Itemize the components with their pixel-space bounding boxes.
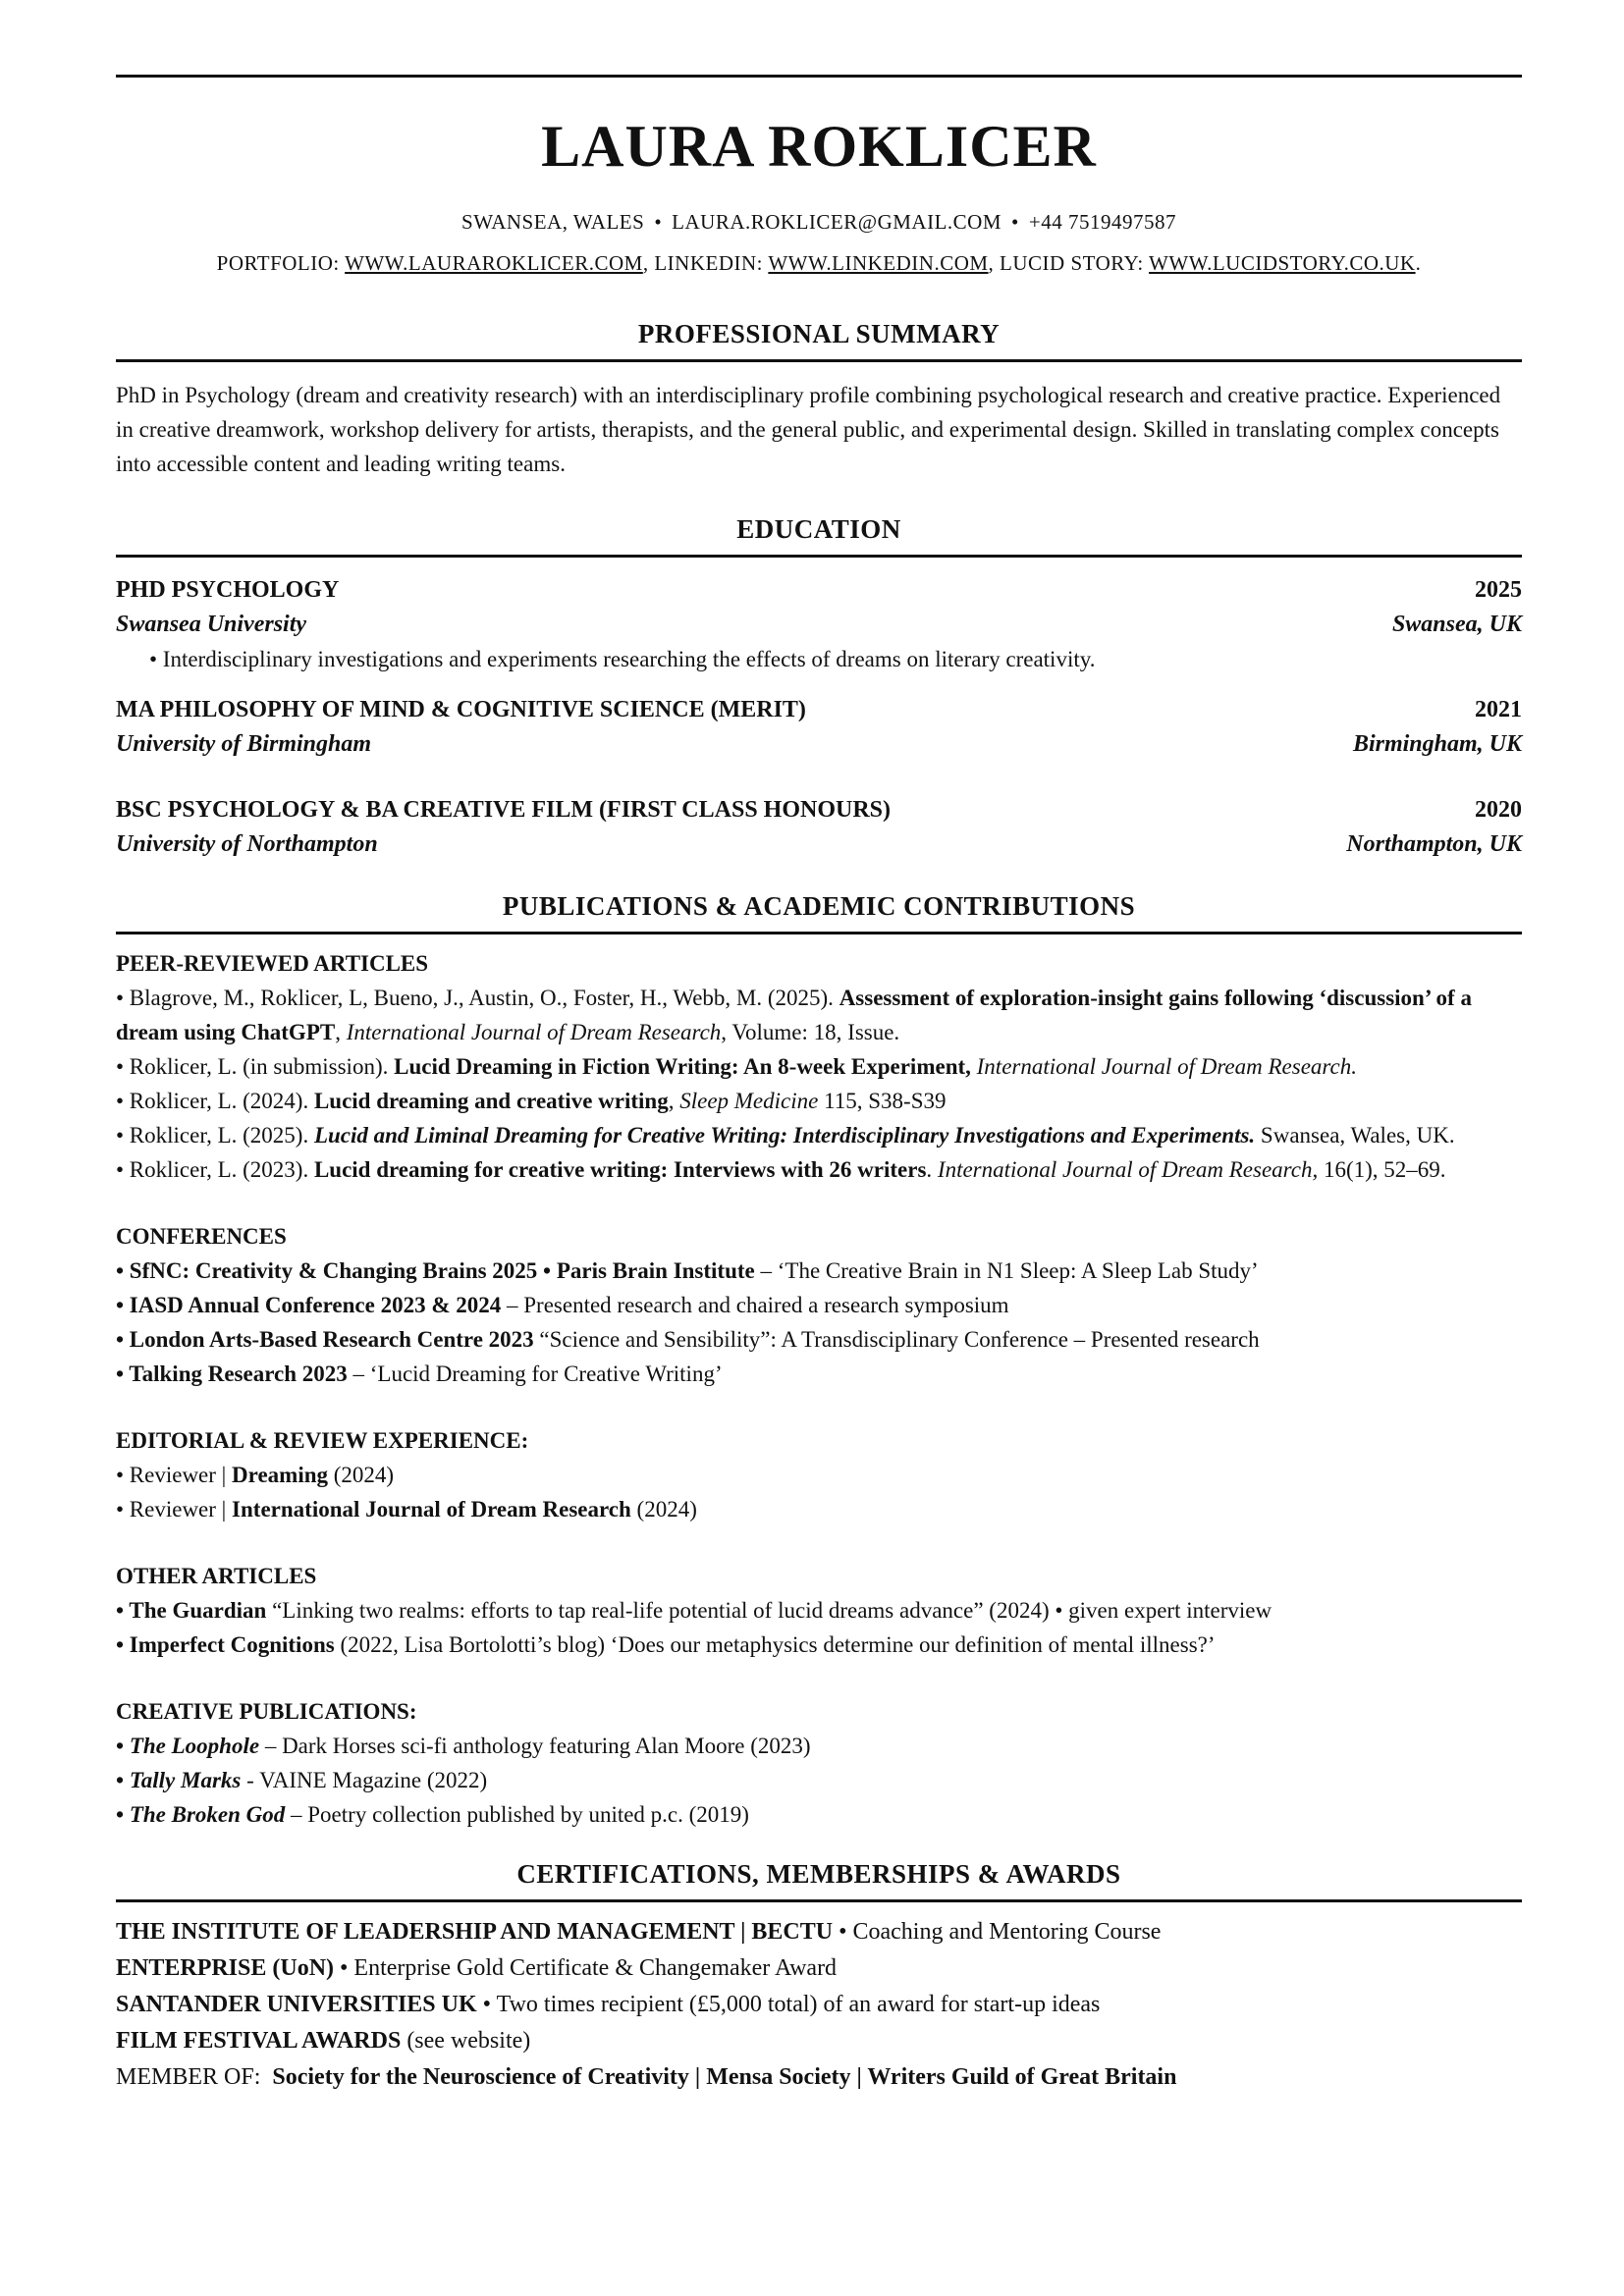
education-bullet: • Interdisciplinary investigations and experiments researching the effects of dreams on literary creativity. — [149, 646, 1096, 671]
creative-item: • The Loophole – Dark Horses sci-fi anthology featuring Alan Moore (2023) — [116, 1733, 811, 1758]
portfolio-link[interactable]: WWW.LAURAROKLICER.COM — [345, 251, 643, 276]
top-divider — [116, 75, 1522, 78]
summary-text: PhD in Psychology (dream and creativity research) with an interdisciplinary profile combining psychological research and creative practice. Experienced in creative dreamwork, workshop delivery for artists, therapists, and the general public, and experimental design. Skilled in translating complex concepts into accessible content and leading writing teams. — [116, 382, 1501, 476]
phone: +44 7519497587 — [1028, 210, 1176, 234]
creative-item: • Tally Marks - VAINE Magazine (2022) — [116, 1767, 488, 1792]
email[interactable]: LAURA.ROKLICER@GMAIL.COM — [672, 210, 1002, 234]
section-title-education: EDUCATION — [736, 513, 901, 544]
place: Northampton, UK — [1346, 830, 1522, 857]
subheading: PEER-REVIEWED ARTICLES — [116, 950, 429, 976]
section-title-certifications: CERTIFICATIONS, MEMBERSHIPS & AWARDS — [516, 1858, 1121, 1889]
article-item: • Imperfect Cognitions (2022, Lisa Bortolotti’s blog) ‘Does our metaphysics determine our definition of mental illness?’ — [116, 1631, 1216, 1657]
degree: BSC PSYCHOLOGY & BA CREATIVE FILM (FIRST CLASS HONOURS) — [116, 796, 892, 823]
contact-line: SWANSEA, WALES • LAURA.ROKLICER@GMAIL.COM • +44 7519497587 — [461, 210, 1176, 234]
subheading: CREATIVE PUBLICATIONS: — [116, 1698, 417, 1724]
education-item — [116, 573, 1522, 676]
section-title-publications: PUBLICATIONS & ACADEMIC CONTRIBUTIONS — [502, 890, 1136, 921]
cert-item: SANTANDER UNIVERSITIES UK • Two times recipient (£5,000 total) of an award for start-up ideas — [116, 1991, 1101, 2017]
publication-item: • Roklicer, L. (2024). Lucid dreaming and creative writing, Sleep Medicine 115, S38-S39 — [116, 1088, 947, 1113]
degree: MA PHILOSOPHY OF MIND & COGNITIVE SCIENCE (MERIT) — [116, 696, 806, 722]
place: Swansea, UK — [1391, 611, 1522, 637]
publication-item: • Roklicer, L. (2025). Lucid and Liminal Dreaming for Creative Writing: Interdisciplinary Investigations and Experiments. Swansea, Wales, UK. — [116, 1122, 1455, 1148]
section-divider — [116, 1899, 1522, 1902]
place: Birmingham, UK — [1352, 730, 1522, 757]
membership-line: MEMBER OF: Society for the Neuroscience of Creativity | Mensa Society | Writers Guild of Great Britain — [116, 2063, 1177, 2090]
degree: PHD PSYCHOLOGY — [116, 576, 340, 603]
conferences-block — [116, 1219, 1522, 1391]
conference-item: • IASD Annual Conference 2023 & 2024 – Presented research and chaired a research symposium — [116, 1292, 1009, 1317]
conference-item: • Talking Research 2023 – ‘Lucid Dreaming for Creative Writing’ — [116, 1361, 723, 1386]
conference-item: • SfNC: Creativity & Changing Brains 2025 • Paris Brain Institute – ‘The Creative Brain in N1 Sleep: A Sleep Lab Study’ — [116, 1257, 1259, 1283]
candidate-name: LAURA ROKLICER — [541, 114, 1097, 179]
links-line: PORTFOLIO: WWW.LAURAROKLICER.COM, LINKEDIN: WWW.LINKEDIN.COM, LUCID STORY: WWW.LUCIDSTORY.CO.UK. — [216, 251, 1422, 276]
article-item: • The Guardian “Linking two realms: efforts to tap real-life potential of lucid dreams advance” (2024) • given expert interview — [116, 1597, 1272, 1623]
section-title-summary: PROFESSIONAL SUMMARY — [637, 318, 1001, 348]
linkedin-link[interactable]: WWW.LINKEDIN.COM — [768, 251, 989, 276]
peer-reviewed-block — [116, 946, 1522, 1187]
school: Swansea University — [116, 611, 307, 637]
certifications-list — [116, 1914, 1522, 2096]
section-divider — [116, 932, 1522, 934]
section-divider — [116, 555, 1522, 558]
resume-page — [116, 75, 1522, 2096]
cert-item: THE INSTITUTE OF LEADERSHIP AND MANAGEMENT | BECTU • Coaching and Mentoring Course — [116, 1918, 1162, 1945]
year: 2020 — [1475, 796, 1522, 823]
editorial-block — [116, 1423, 1522, 1526]
lucid-story-link[interactable]: WWW.LUCIDSTORY.CO.UK — [1149, 251, 1416, 276]
location: SWANSEA, WALES — [461, 210, 645, 234]
education-item — [116, 793, 1522, 862]
year: 2021 — [1475, 696, 1522, 722]
subheading: CONFERENCES — [116, 1223, 287, 1249]
cert-item: ENTERPRISE (UoN) • Enterprise Gold Certificate & Changemaker Award — [116, 1954, 838, 1981]
creative-publications-block — [116, 1694, 1522, 1832]
subheading: OTHER ARTICLES — [116, 1563, 317, 1588]
subheading: EDITORIAL & REVIEW EXPERIENCE: — [116, 1427, 529, 1453]
education-item — [116, 693, 1522, 762]
conference-item: • London Arts-Based Research Centre 2023 “Science and Sensibility”: A Transdisciplinary Conference – Presented research — [116, 1326, 1260, 1352]
publication-item: • Blagrove, M., Roklicer, L, Bueno, J., Austin, O., Foster, H., Webb, M. (2025). Assessment of exploration-insight gains following ‘discussion’ of a dream using ChatGPT, International Journal of Dream Research, Volume: 18, Issue. — [116, 985, 1472, 1044]
school: University of Northampton — [116, 830, 378, 857]
cert-item: FILM FESTIVAL AWARDS (see website) — [116, 2027, 531, 2054]
editorial-item: • Reviewer | Dreaming (2024) — [116, 1462, 395, 1487]
year: 2025 — [1475, 576, 1522, 603]
publication-item: • Roklicer, L. (2023). Lucid dreaming for creative writing: Interviews with 26 writers. International Journal of Dream Research, 16(1), 52–69. — [116, 1156, 1446, 1182]
editorial-item: • Reviewer | International Journal of Dream Research (2024) — [116, 1496, 697, 1522]
school: University of Birmingham — [116, 730, 372, 757]
other-articles-block — [116, 1559, 1522, 1662]
publication-item: • Roklicer, L. (in submission). Lucid Dreaming in Fiction Writing: An 8-week Experiment, International Journal of Dream Research. — [116, 1053, 1357, 1079]
creative-item: • The Broken God – Poetry collection published by united p.c. (2019) — [116, 1801, 749, 1827]
section-divider — [116, 359, 1522, 362]
